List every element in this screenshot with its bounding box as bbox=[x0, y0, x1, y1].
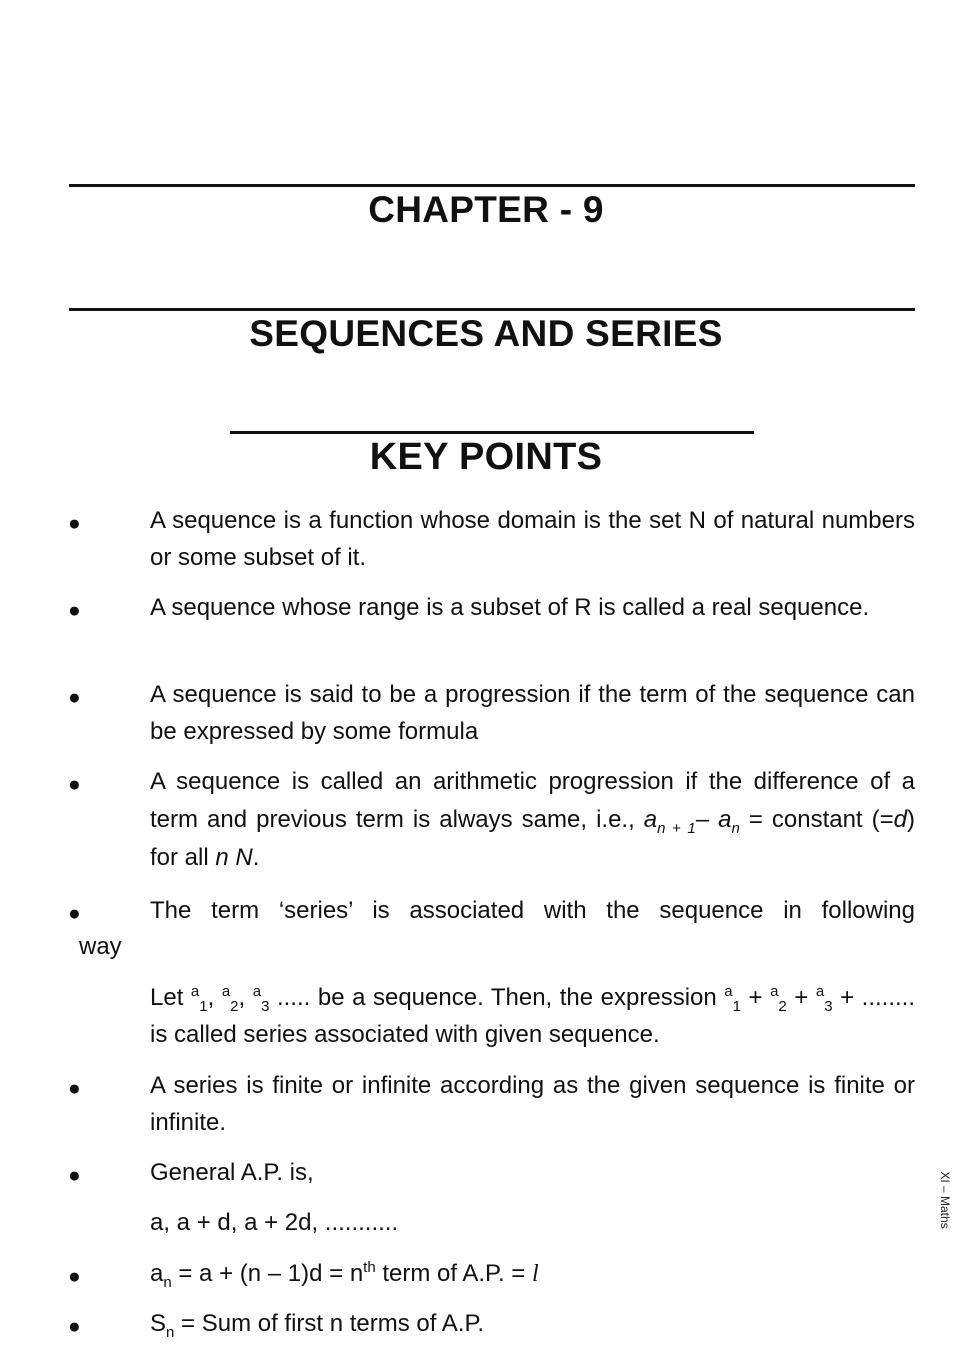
series-definition: Let $^a_1$, $^a_2$, $^a_3$ ..... be a sequence. Then, the expression $^a_1$ + $^a_2$ + $^a_3$ + ........ is called series associated with given sequence. bbox=[150, 983, 916, 1048]
top-rule bbox=[69, 184, 915, 187]
margin-stamp-icon bbox=[930, 1110, 952, 1290]
key-point-5-wrap: way bbox=[79, 933, 122, 960]
key-point-3: A sequence is said to be a progression if the term of the sequence can be expressed by some formula bbox=[150, 681, 915, 745]
bullet-icon: ● bbox=[68, 773, 81, 796]
bullet-icon: ● bbox=[68, 1077, 81, 1100]
title-rule bbox=[69, 308, 915, 311]
key-point-7: A series is finite or infinite according as the given sequence is finite or infinite. bbox=[150, 1072, 915, 1136]
bullet-icon: ● bbox=[68, 512, 81, 535]
key-point-4: A sequence is called an arithmetic progression if the difference of a term and previous term is always same, i.e., $a_{n + 1}-$ $a_n$ = constant (=d) for all n N. bbox=[150, 768, 916, 871]
key-point-1: A sequence is a function whose domain is the set N of natural numbers or some subset of it. bbox=[150, 507, 915, 571]
section-heading: KEY POINTS bbox=[369, 436, 603, 478]
bullet-icon: ● bbox=[68, 1315, 81, 1338]
chapter-heading: CHAPTER - 9 bbox=[368, 189, 604, 230]
key-point-9: $a_n = a + (n - 1)d = n^{th}$ term of A.P. = l bbox=[150, 1259, 539, 1291]
chapter-title: SEQUENCES AND SERIES bbox=[249, 313, 723, 354]
bullet-icon: ● bbox=[68, 686, 81, 709]
key-point-2: A sequence whose range is a subset of R is called a real sequence. bbox=[150, 594, 870, 621]
general-ap-expression: a, a + d, a + 2d, ........... bbox=[150, 1209, 399, 1236]
bullet-icon: ● bbox=[68, 599, 81, 622]
bullet-icon: ● bbox=[68, 1164, 81, 1187]
bullet-icon: ● bbox=[68, 1265, 81, 1288]
key-point-5: The term ‘series’ is associated with the sequence in following bbox=[150, 897, 915, 924]
key-point-10: $S_n$ = Sum of first n terms of A.P. bbox=[150, 1310, 485, 1341]
bullet-icon: ● bbox=[68, 902, 81, 925]
key-point-8: General A.P. is, bbox=[150, 1159, 314, 1186]
section-rule bbox=[230, 431, 754, 434]
margin-stamp-text: XI – Maths bbox=[938, 1171, 952, 1229]
